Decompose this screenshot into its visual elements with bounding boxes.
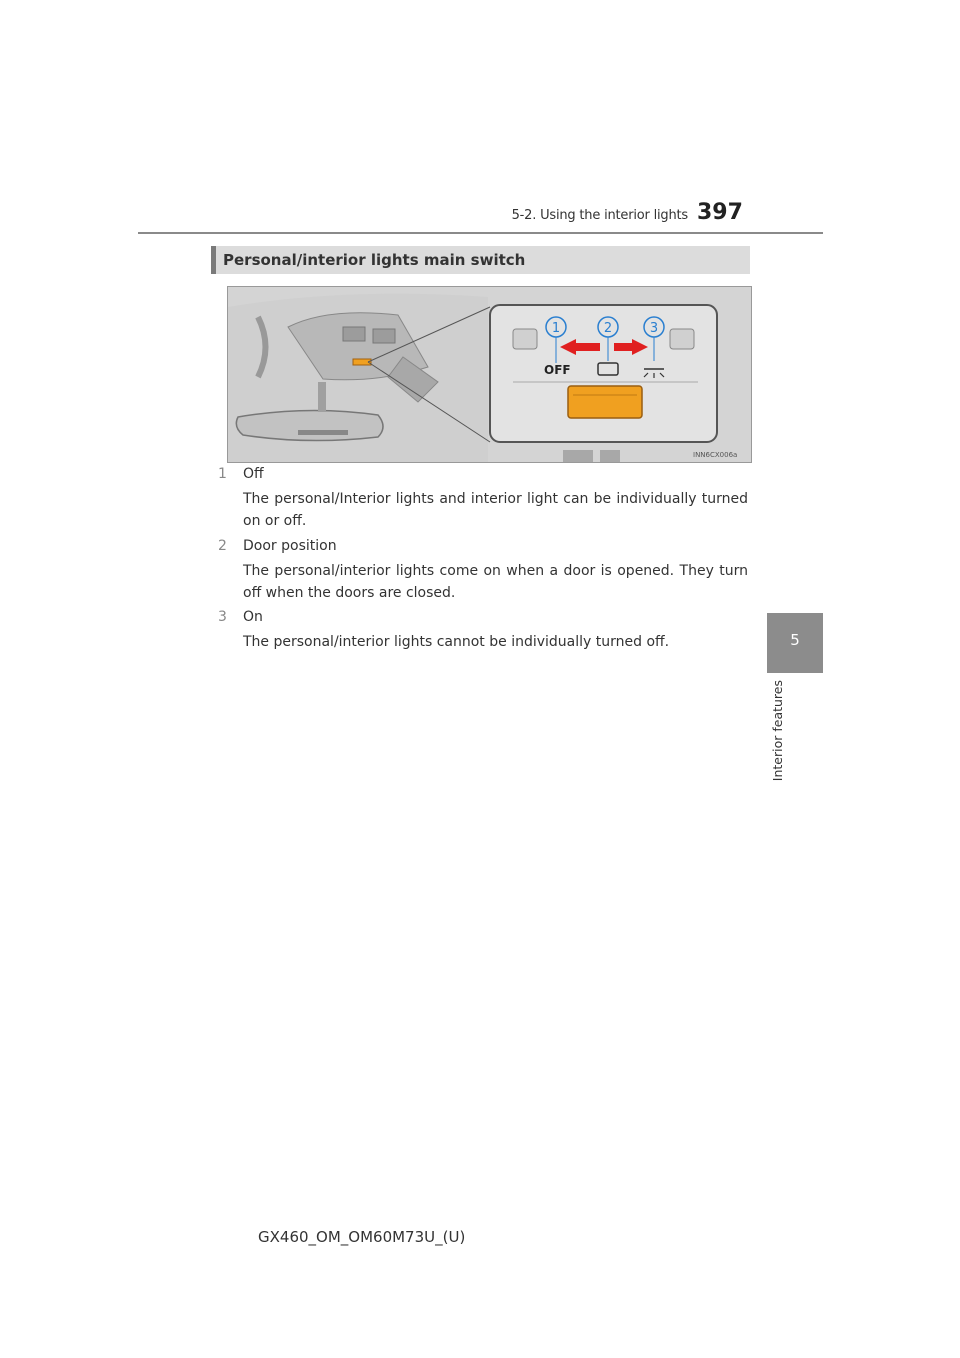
mirror-buttons: [298, 430, 348, 435]
off-position-label: OFF: [544, 363, 571, 377]
chapter-tab-number: 5: [790, 631, 800, 649]
page-number: 397: [697, 200, 743, 225]
console-button-left: [343, 327, 365, 341]
item-title: Door position: [243, 538, 337, 554]
mirror-stem: [318, 382, 326, 412]
chapter-tab-label: [770, 680, 790, 790]
figure-code: INN6CX006a: [693, 451, 738, 459]
callout-2-label: 2: [603, 321, 613, 336]
footer-doc-code: GX460_OM_OM60M73U_(U): [258, 1228, 466, 1246]
header-rule: [138, 232, 823, 234]
callout-1-label: 1: [551, 321, 561, 336]
rearview-mirror: [236, 410, 383, 440]
header-section-title: 5-2. Using the interior lights: [511, 208, 688, 223]
item-number: 1: [218, 466, 227, 482]
section-heading-bar: [211, 246, 750, 274]
inset-lamp-right: [670, 329, 694, 349]
item-description: The personal/Interior lights and interior light can be individually turned on or off.: [243, 491, 748, 529]
inset-lamp-left: [513, 329, 537, 349]
item-number: 3: [218, 609, 227, 625]
console-button-right: [373, 329, 395, 343]
main-switch: [568, 386, 642, 418]
item-title: Off: [243, 466, 264, 482]
chapter-tab: [767, 613, 823, 673]
callout-3-label: 3: [649, 321, 659, 336]
item-description: The personal/interior lights come on when a door is opened. They turn off when the doors are closed.: [243, 563, 748, 601]
item-title: On: [243, 609, 263, 625]
floor-stripe-2: [600, 450, 620, 462]
section-heading-accent: [211, 246, 216, 274]
switch-illustration: [227, 286, 752, 463]
item-number: 2: [218, 538, 227, 554]
item-description: The personal/interior lights cannot be individually turned off.: [243, 634, 670, 650]
chapter-tab-label-text: Interior features: [770, 680, 785, 782]
switch-illustration-svg: [228, 287, 751, 462]
floor-stripe-1: [563, 450, 593, 462]
section-heading: Personal/interior lights main switch: [223, 251, 526, 269]
